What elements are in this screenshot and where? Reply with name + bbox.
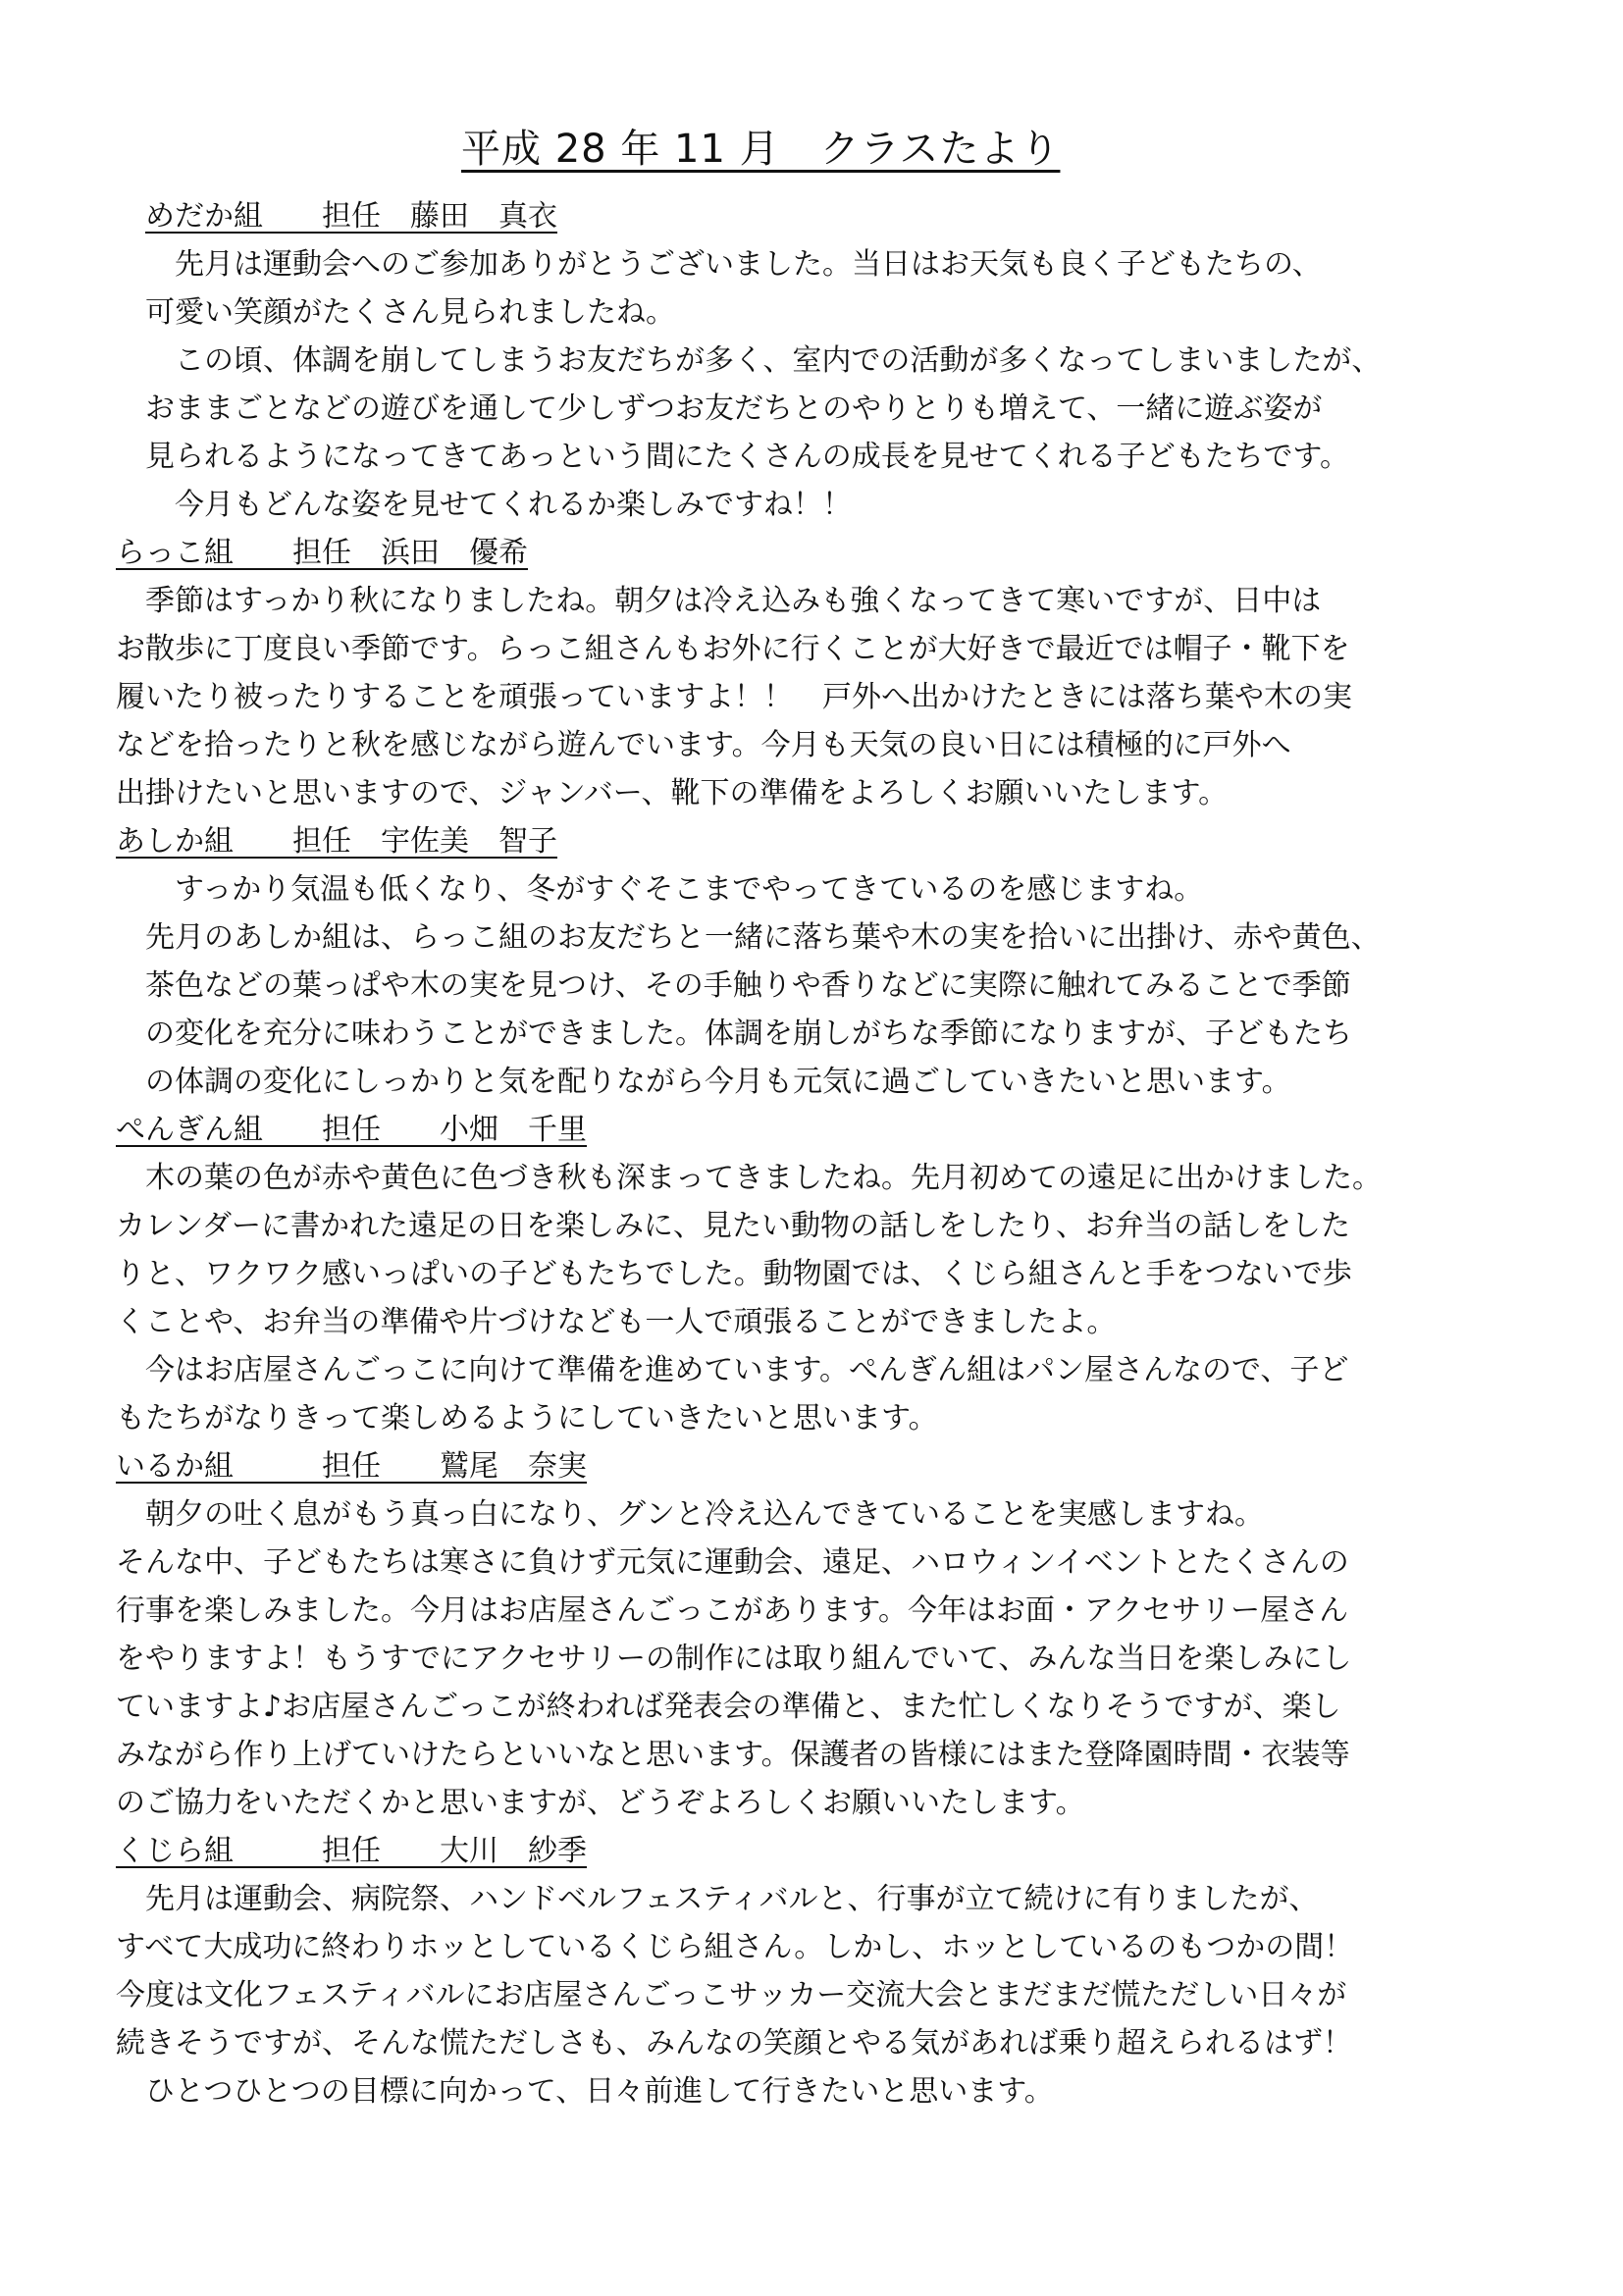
section-body [116,577,1529,817]
section-body [116,1875,1529,2115]
body-line: 今度は文化フェスティバルにお店屋さんごっこサッカー交流大会とまだまだ慌ただしい日々が [116,1978,1347,2012]
section-body [116,1490,1529,1827]
body-line: 季節はすっかり秋になりましたね。朝夕は冷え込みも強くなってきて寒いですが、日中は [116,584,1322,618]
body-line: すっかり気温も低くなり、冬がすぐそこまでやってきているのを感じますね。 [145,872,1204,907]
body-line: お散歩に丁度良い季節です。らっこ組さんもお外に行くことが大好きで最近では帽子・靴下を [116,632,1350,666]
section-body [116,1154,1529,1442]
section-header: あしか組 担任 宇佐美 智子 [116,824,557,859]
body-line: 履いたり被ったりすることを頑張っていますよ！！ 戸外へ出かけたときには落ち葉や木の実 [116,680,1352,714]
section-body [116,865,1529,1106]
section-body [116,240,1529,529]
body-line: 朝夕の吐く息がもう真っ白になり、グンと冷え込んできていることを実感しますね。 [116,1497,1264,1532]
body-line: もたちがなりきって楽しめるようにしていきたいと思います。 [116,1401,938,1435]
class-section-iruka [116,1442,1529,1827]
class-section-kujira [116,1827,1529,2115]
body-line: ていますよ♪お店屋さんごっこが終われば発表会の準備と、また忙しくなりそうですが、楽し [116,1690,1341,1724]
section-header: くじら組 担任 大川 紗季 [116,1834,587,1868]
class-section-rakko [116,529,1529,817]
body-line: 木の葉の色が赤や黄色に色づき秋も深まってきましたね。先月初めての遠足に出かけました。 [116,1161,1382,1195]
section-header: めだか組 担任 藤田 真衣 [145,199,557,234]
body-line: 今月もどんな姿を見せてくれるか楽しみですね！！ [145,488,852,522]
body-line: 先月のあしか組は、らっこ組のお友だちと一緒に落ち葉や木の実を拾いに出掛け、赤や黄色、 [145,920,1381,955]
class-section-pengin [116,1106,1529,1442]
page-title: 平成 28 年 11 月 クラスたより [461,127,1061,172]
section-header: ぺんぎん組 担任 小畑 千里 [116,1113,587,1147]
body-line: 行事を楽しみました。今月はお店屋さんごっこがあります。今年はお面・アクセサリー屋さん [116,1593,1349,1628]
body-line: のご協力をいただくかと思いますが、どうぞよろしくお願いいたします。 [116,1786,1085,1820]
body-line: ひとつひとつの目標に向かって、日々前進して行きたいと思います。 [116,2074,1054,2109]
body-line: 見られるようになってきてあっという間にたくさんの成長を見せてくれる子どもたちです。 [145,440,1349,474]
class-section-ashika [116,817,1529,1106]
body-line: をやりますよ！もうすでにアクセサリーの制作には取り組んでいて、みんな当日を楽しみにし [116,1642,1352,1676]
body-line: 可愛い笑顔がたくさん見られましたね。 [145,295,675,330]
body-line: 今はお店屋さんごっこに向けて準備を進めています。ぺんぎん組はパン屋さんなので、子ど [116,1353,1349,1387]
body-line: すべて大成功に終わりホッとしているくじら組さん。しかし、ホッとしているのもつかの間！ [116,1930,1354,1964]
class-section-medaka [116,192,1529,529]
body-line: おままごとなどの遊びを通して少しずつお友だちとのやりとりも増えて、一緒に遊ぶ姿が [145,391,1323,426]
body-line: の体調の変化にしっかりと気を配りながら今月も元気に過ごしていきたいと思います。 [145,1065,1291,1099]
class-sections [116,192,1529,2115]
body-line: 出掛けたいと思いますので、ジャンバー、靴下の準備をよろしくお願いいたします。 [116,776,1229,810]
body-line: などを拾ったりと秋を感じながら遊んでいます。今月も天気の良い日には積極的に戸外へ [116,728,1291,762]
body-line: みながら作り上げていけたらといいなと思います。保護者の皆様にはまた登降園時間・衣装等 [116,1738,1350,1772]
body-line: の変化を充分に味わうことができました。体調を崩しがちな季節になりますが、子どもたち [145,1017,1352,1051]
body-line: 先月は運動会、病院祭、ハンドベルフェスティバルと、行事が立て続けに有りましたが、 [116,1882,1319,1916]
body-line: 続きそうですが、そんな慌ただしさも、みんなの笑顔とやる気があれば乗り超えられるはず！ [116,2026,1352,2061]
body-line: くことや、お弁当の準備や片づけなども一人で頑張ることができましたよ。 [116,1305,1117,1339]
body-line: この頃、体調を崩してしまうお友だちが多く、室内での活動が多くなってしまいましたが、 [145,343,1382,378]
body-line: 先月は運動会へのご参加ありがとうございました。当日はお天気も良く子どもたちの、 [145,247,1322,282]
section-header: いるか組 担任 鷲尾 奈実 [116,1449,587,1484]
body-line: りと、ワクワク感いっぱいの子どもたちでした。動物園では、くじら組さんと手をつないで歩 [116,1257,1352,1291]
body-line: そんな中、子どもたちは寒さに負けず元気に運動会、遠足、ハロウィンイベントとたくさんの [116,1545,1349,1580]
section-header: らっこ組 担任 浜田 優希 [116,536,528,570]
body-line: 茶色などの葉っぱや木の実を見つけ、その手触りや香りなどに実際に触れてみることで季節 [145,968,1351,1003]
body-line: カレンダーに書かれた遠足の日を楽しみに、見たい動物の話しをしたり、お弁当の話しをした [116,1209,1351,1243]
